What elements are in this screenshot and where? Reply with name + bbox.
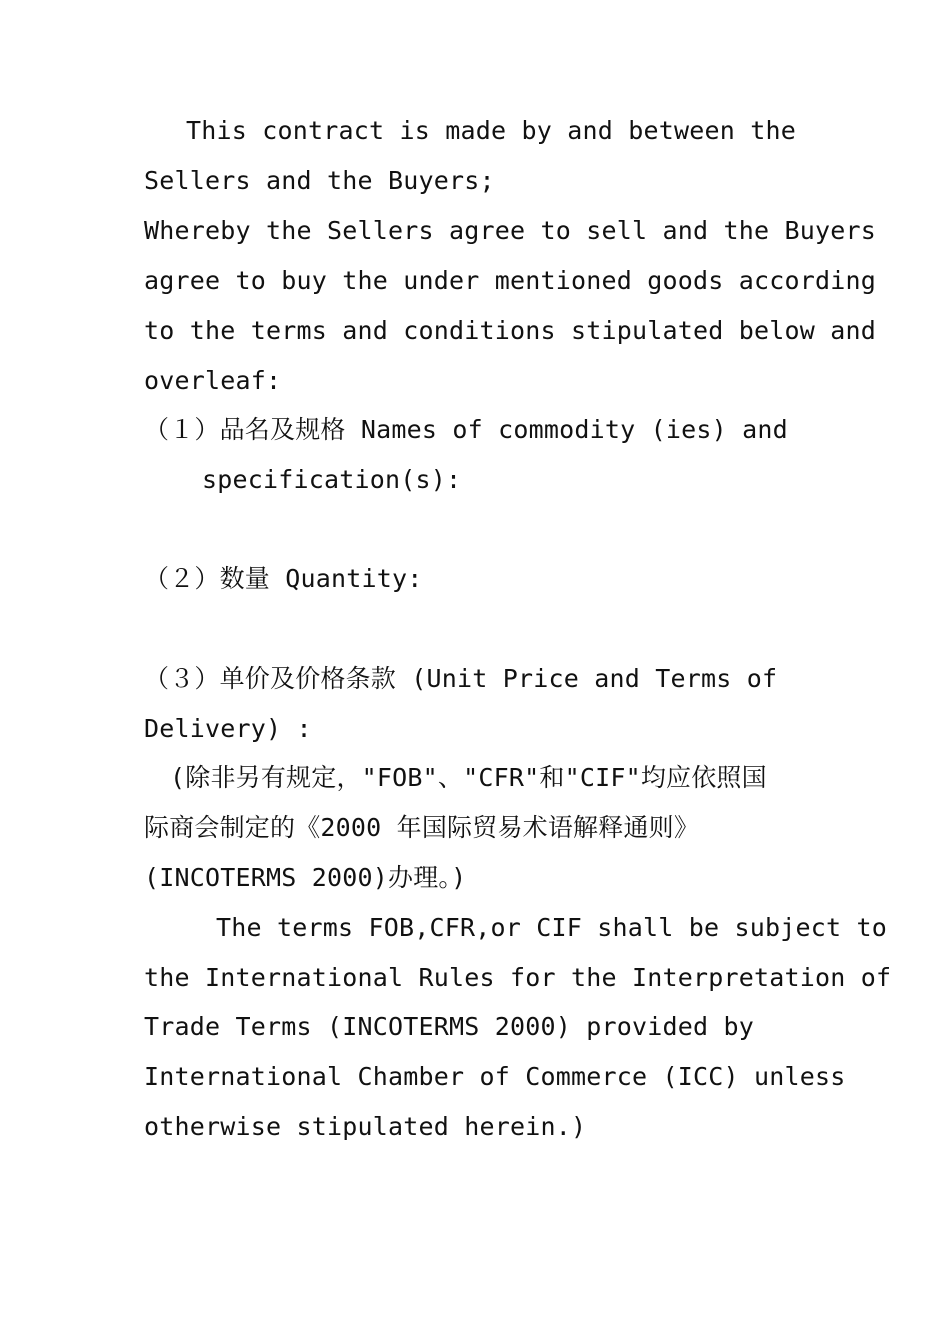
item-2-title: （２）数量 Quantity:	[144, 564, 423, 593]
intro-line-2: Sellers and the Buyers;	[144, 166, 495, 195]
item-1-subtitle: specification(s):	[202, 465, 462, 494]
english-note-line-5: otherwise stipulated herein.)	[144, 1112, 587, 1141]
chinese-note-line-1: (除非另有规定，"FOB"、"CFR"和"CIF"均应依照国	[170, 763, 767, 792]
item-3-subtitle: Delivery) :	[144, 714, 312, 743]
intro-line-4: agree to buy the under mentioned goods according	[144, 266, 877, 295]
english-note-line-1: The terms FOB,CFR,or CIF shall be subject to	[216, 913, 888, 942]
english-note-line-2: the International Rules for the Interpretation of	[144, 963, 892, 992]
intro-line-3: Whereby the Sellers agree to sell and the Buyers	[144, 216, 877, 245]
item-1-title: （１）品名及规格 Names of commodity (ies) and	[144, 415, 788, 444]
english-note-line-4: International Chamber of Commerce (ICC) unless	[144, 1062, 846, 1091]
intro-line-6: overleaf:	[144, 366, 282, 395]
english-note-line-3: Trade Terms (INCOTERMS 2000) provided by	[144, 1012, 755, 1041]
item-3-title: （３）单价及价格条款 (Unit Price and Terms of	[144, 664, 778, 693]
chinese-note-line-3: (INCOTERMS 2000)办理。)	[144, 863, 467, 892]
chinese-note-line-2: 际商会制定的《2000 年国际贸易术语解释通则》	[144, 813, 700, 842]
intro-line-5: to the terms and conditions stipulated below and	[144, 316, 877, 345]
intro-line-1: This contract is made by and between the	[186, 116, 797, 145]
